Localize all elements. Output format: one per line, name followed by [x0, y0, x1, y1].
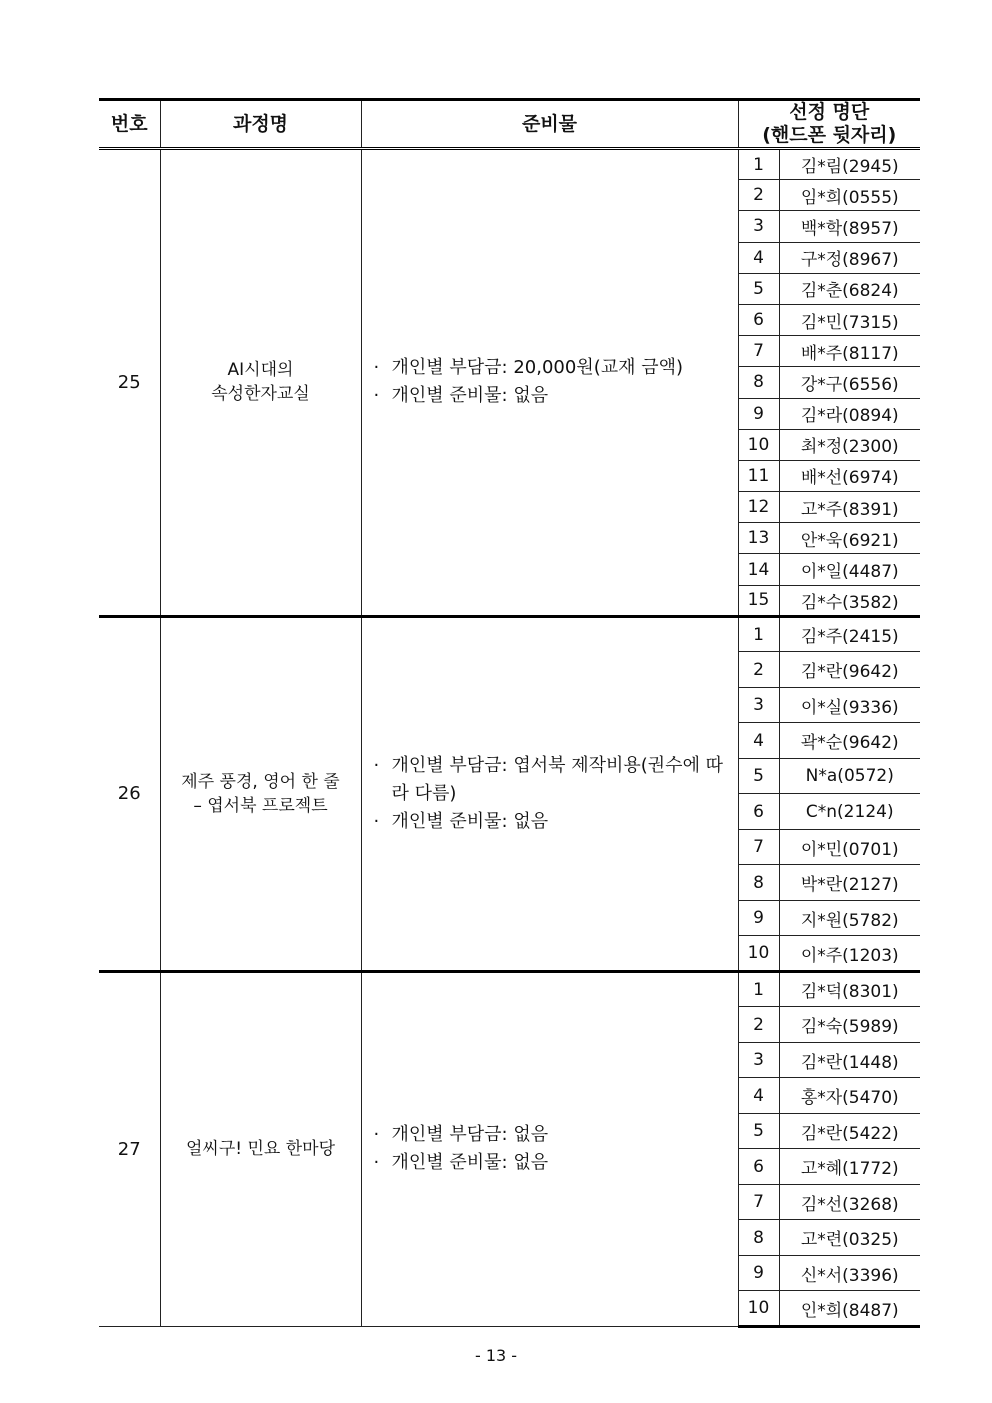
selection-index: 1 [738, 149, 779, 180]
selection-index: 3 [738, 211, 779, 242]
selected-person: 고*련(0325) [779, 1220, 920, 1256]
preparation-text: 개인별 준비물: 없음 [391, 810, 549, 832]
selected-person: 홍*자(5470) [779, 1078, 920, 1114]
selected-person: 김*수(3582) [779, 585, 920, 616]
table-row [99, 971, 920, 1007]
course-name-line: 얼씨구! 민요 한마당 [186, 1139, 335, 1160]
selection-index: 5 [738, 1113, 779, 1149]
selected-person: 임*희(0555) [779, 180, 920, 211]
selection-index: 8 [738, 865, 779, 901]
preparation-cell [361, 149, 738, 617]
selection-index: 2 [738, 652, 779, 688]
selection-index: 3 [738, 687, 779, 723]
selected-person: 김*림(2945) [779, 149, 920, 180]
course-name-line: 제주 풍경, 영어 한 줄 [181, 771, 340, 792]
course-group [99, 149, 920, 617]
header-selected-line1: 선정 명단 [789, 101, 870, 123]
selected-person: 안*욱(6921) [779, 523, 920, 554]
course-number: 26 [99, 616, 160, 971]
selection-index: 6 [738, 1149, 779, 1185]
selection-index: 9 [738, 398, 779, 429]
selected-person: 이*민(0701) [779, 829, 920, 865]
selection-index: 1 [738, 616, 779, 652]
selection-index: 4 [738, 1078, 779, 1114]
preparation-item [374, 1121, 728, 1149]
selected-person: N*a(0572) [779, 758, 920, 794]
selection-index: 12 [738, 492, 779, 523]
selected-person: C*n(2124) [779, 794, 920, 830]
selection-index: 4 [738, 723, 779, 759]
selected-person: 고*혜(1772) [779, 1149, 920, 1185]
header-selected-line2: (핸드폰 뒷자리) [762, 124, 897, 146]
preparation-item [374, 752, 728, 808]
header-prep: 준비물 [361, 100, 738, 149]
preparation-text: 개인별 준비물: 없음 [391, 1152, 549, 1174]
preparation-text: 개인별 준비물: 없음 [391, 385, 549, 407]
selection-index: 8 [738, 1220, 779, 1256]
table-row [99, 616, 920, 652]
selection-index: 10 [738, 1291, 779, 1327]
selected-person: 김*라(0894) [779, 398, 920, 429]
course-name-line: 속성한자교실 [211, 384, 310, 405]
header-course: 과정명 [160, 100, 361, 149]
selection-index: 5 [738, 273, 779, 304]
selected-person: 곽*순(9642) [779, 723, 920, 759]
selected-person: 김*란(9642) [779, 652, 920, 688]
header-row [99, 100, 920, 149]
selection-index: 6 [738, 794, 779, 830]
selection-index: 10 [738, 936, 779, 972]
selection-index: 4 [738, 242, 779, 273]
selection-index: 9 [738, 1255, 779, 1291]
selected-person: 김*덕(8301) [779, 971, 920, 1007]
course-name-line: AI시대의 [227, 360, 294, 381]
selected-person: 구*정(8967) [779, 242, 920, 273]
preparation-item [374, 1149, 728, 1177]
preparation-item [374, 808, 728, 836]
selection-index: 11 [738, 460, 779, 491]
selection-index: 3 [738, 1042, 779, 1078]
selection-table [99, 98, 920, 1328]
course-name [160, 616, 361, 971]
selection-index: 6 [738, 304, 779, 335]
selection-index: 2 [738, 1007, 779, 1043]
selection-index: 2 [738, 180, 779, 211]
selection-index: 14 [738, 554, 779, 585]
selected-person: 인*희(8487) [779, 1291, 920, 1327]
selected-person: 최*정(2300) [779, 429, 920, 460]
course-group [99, 616, 920, 971]
selection-index: 8 [738, 367, 779, 398]
preparation-cell [361, 971, 738, 1326]
course-number: 27 [99, 971, 160, 1326]
selected-person: 김*란(1448) [779, 1042, 920, 1078]
selected-person: 배*주(8117) [779, 336, 920, 367]
course-number: 25 [99, 149, 160, 617]
course-group [99, 971, 920, 1326]
selected-person: 김*선(3268) [779, 1184, 920, 1220]
course-name [160, 971, 361, 1326]
header-selected [738, 100, 920, 149]
preparation-item [374, 382, 728, 410]
selection-index: 15 [738, 585, 779, 616]
table-row [99, 149, 920, 180]
bullet-icon: · [373, 810, 380, 832]
selection-index: 5 [738, 758, 779, 794]
selected-person: 고*주(8391) [779, 492, 920, 523]
selection-index: 7 [738, 336, 779, 367]
header-no: 번호 [99, 100, 160, 149]
selection-index: 9 [738, 900, 779, 936]
preparation-text: 개인별 부담금: 엽서북 제작비용(권수에 따라 다름) [391, 754, 724, 804]
bullet-icon: · [373, 1152, 380, 1174]
selected-person: 지*원(5782) [779, 900, 920, 936]
selected-person: 김*주(2415) [779, 616, 920, 652]
bullet-icon: · [373, 1124, 380, 1146]
course-name-line: – 엽서북 프로젝트 [193, 795, 328, 816]
selected-person: 김*민(7315) [779, 304, 920, 335]
preparation-item [374, 354, 728, 382]
selected-person: 배*선(6974) [779, 460, 920, 491]
selected-person: 이*주(1203) [779, 936, 920, 972]
selection-index: 7 [738, 1184, 779, 1220]
selection-index: 1 [738, 971, 779, 1007]
course-name [160, 149, 361, 617]
selected-person: 이*일(4487) [779, 554, 920, 585]
selected-person: 박*란(2127) [779, 865, 920, 901]
preparation-text: 개인별 부담금: 20,000원(교재 금액) [391, 357, 684, 379]
selection-index: 13 [738, 523, 779, 554]
preparation-text: 개인별 부담금: 없음 [391, 1124, 549, 1146]
selection-index: 7 [738, 829, 779, 865]
bullet-icon: · [373, 357, 380, 379]
selected-person: 신*서(3396) [779, 1255, 920, 1291]
selection-index: 10 [738, 429, 779, 460]
bullet-icon: · [373, 385, 380, 407]
preparation-cell [361, 616, 738, 971]
page-number: - 13 - [474, 1346, 518, 1365]
selected-person: 백*학(8957) [779, 211, 920, 242]
selected-person: 김*숙(5989) [779, 1007, 920, 1043]
selected-person: 강*구(6556) [779, 367, 920, 398]
selected-person: 김*란(5422) [779, 1113, 920, 1149]
bullet-icon: · [373, 754, 380, 776]
selected-person: 김*춘(6824) [779, 273, 920, 304]
selected-person: 이*실(9336) [779, 687, 920, 723]
